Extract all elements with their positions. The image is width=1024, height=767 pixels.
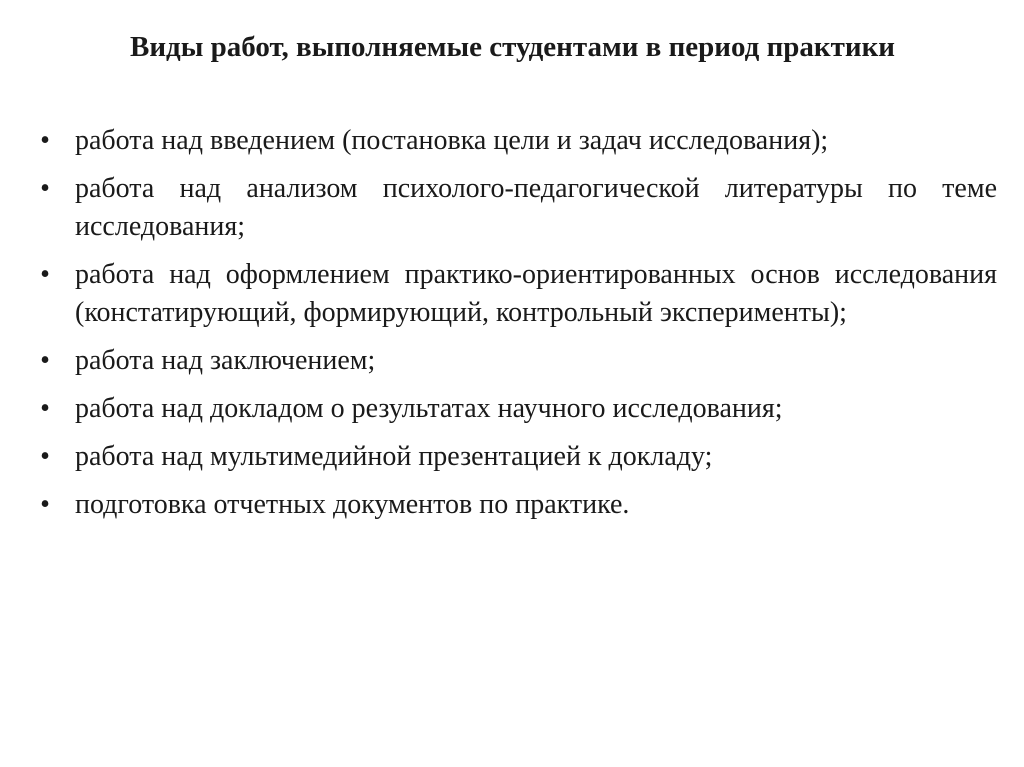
list-item-text: работа над введением (постановка цели и задач исследования); [75,125,829,156]
bullet-list [35,122,997,534]
bullet-icon: • [40,393,50,424]
list-item [35,390,997,428]
list-item [35,342,997,380]
list-item-text: работа над анализом психолого-педагогической литературы по теме исследования; [75,173,997,242]
bullet-icon: • [40,441,50,472]
list-item-text: работа над докладом о результатах научного исследования; [75,393,783,424]
list-item-text: подготовка отчетных документов по практике. [75,489,630,520]
list-item-text: работа над оформлением практико-ориентированных основ исследования (констатирующий, формирующий, контрольный эксперименты); [75,259,997,328]
bullet-icon: • [40,125,50,156]
list-item [35,122,997,160]
slide-title: Виды работ, выполняемые студентами в период практики [129,31,896,63]
list-item-text: работа над заключением; [75,345,376,376]
list-item [35,170,997,246]
list-item-text: работа над мультимедийной презентацией к докладу; [75,441,713,472]
list-item [35,486,997,524]
list-item [35,256,997,332]
bullet-icon: • [40,259,50,290]
list-item [35,438,997,476]
bullet-icon: • [40,345,50,376]
bullet-icon: • [40,489,50,520]
bullet-icon: • [40,173,50,204]
